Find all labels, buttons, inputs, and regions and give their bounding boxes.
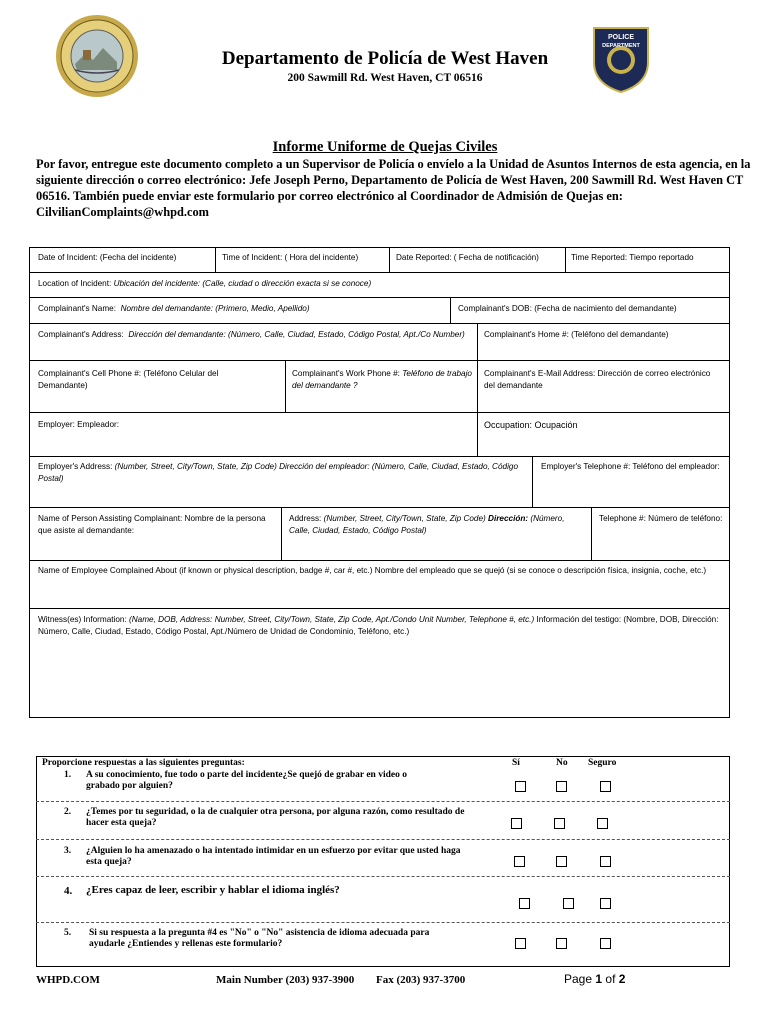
page-current: 1 [595,972,603,986]
page-title: Departamento de Policía de West Haven [221,48,549,69]
location-hint: Ubicación del incidente: (Calle, ciudad o dirección exacta si se conoce) [113,279,372,288]
footer-main-number: Main Number (203) 937-3900 [216,974,355,986]
date-of-incident-field[interactable]: Date of Incident: (Fecha del incidente) [38,253,177,262]
q1-unsure-checkbox[interactable] [600,781,611,792]
complainant-name-field[interactable] [38,303,310,315]
q5-no-checkbox[interactable] [556,938,567,949]
assisting-address-hint-es: Dirección: [488,514,529,523]
q3-yes-checkbox[interactable] [514,856,525,867]
svg-text:DEPARTMENT: DEPARTMENT [602,43,640,49]
assisting-address-hint-es2: (Número, Calle, Ciudad, Estado, Código Postal) [289,514,565,535]
complainant-cell-phone-field[interactable]: Complainant's Cell Phone #: (Teléfono Celular del Demandante) [38,369,219,390]
q1-no-checkbox[interactable] [556,781,567,792]
employer-address-field[interactable] [38,461,524,485]
date-reported-field[interactable]: Date Reported: ( Fecha de notificación) [396,253,539,262]
q5-unsure-checkbox[interactable] [600,938,611,949]
complainant-address-field[interactable] [38,329,474,341]
q4-yes-checkbox[interactable] [519,898,530,909]
employer-address-label: Employer's Address: [38,462,113,471]
page-of: of [605,972,616,986]
assisting-person-name-field[interactable]: Name of Person Assisting Complainant: Nombre de la persona que asiste al demandante: [38,514,266,535]
complainant-work-phone-field[interactable] [292,368,472,392]
report-title: Informe Uniforme de Quejas Civiles [272,139,498,155]
q3-unsure-checkbox[interactable] [600,856,611,867]
witness-information-field[interactable] [38,614,724,638]
divider [36,801,730,802]
question-number: 3. [64,846,72,856]
page-number [564,972,625,986]
occupation-field[interactable]: Occupation: Ocupación [484,420,578,430]
complainant-dob-field[interactable]: Complainant's DOB: (Fecha de nacimiento del demandante) [458,304,677,313]
employer-phone-field[interactable]: Employer's Telephone #: Teléfono del empleador: [541,462,720,471]
q4-unsure-checkbox[interactable] [600,898,611,909]
footer-website: WHPD.COM [36,974,100,986]
question-text: ¿Eres capaz de leer, escribir y hablar el idioma inglés? [86,884,340,896]
question-number: 5. [64,928,72,938]
witness-hint: (Name, DOB, Address: Number, Street, City/Town, State, Zip Code, Apt./Condo Unit Number, Telephone #, etc.) [129,615,535,624]
divider [36,876,730,877]
department-address: 200 Sawmill Rd. West Haven, CT 06516 [287,72,483,84]
employee-complained-about-field[interactable]: Name of Employee Complained About (if known or physical description, badge #, car #, etc.) Nombre del empleado que se quejó (si se conoce o descripción física, insignia, coche, etc.) [38,566,707,575]
questions-intro: Proporcione respuestas a las siguientes preguntas: [42,758,245,768]
q3-no-checkbox[interactable] [556,856,567,867]
time-reported-field[interactable]: Time Reported: Tiempo reportado [571,253,694,262]
page-total: 2 [618,972,626,986]
q2-unsure-checkbox[interactable] [597,818,608,829]
assisting-person-address-field[interactable] [289,513,585,537]
q4-no-checkbox[interactable] [563,898,574,909]
assisting-address-hint: (Number, Street, City/Town, State, Zip Code) [323,514,486,523]
work-phone-label: Complainant's Work Phone #: [292,369,400,378]
location-label: Location of Incident: [38,279,112,288]
question-number: 1. [64,770,72,780]
assisting-person-phone-field[interactable]: Telephone #: Número de teléfono: [599,514,723,523]
location-of-incident-field[interactable] [38,278,371,290]
divider [36,839,730,840]
question-text: A su conocimiento, fue todo o parte del incidente¿Se quejó de grabar en video o grabado por alguien? [86,770,407,791]
question-number: 2. [64,807,72,817]
work-phone-hint: Teléfono de trabajo del demandante ? [292,369,472,390]
complainant-email-field[interactable]: Complainant's E-Mail Address: Dirección de correo electrónico del demandante [484,369,711,390]
question-text: ¿Alguien lo ha amenazado o ha intentado intimidar en un esfuerzo por evitar que usted haga esta queja? [86,846,461,867]
complainant-name-hint: Nombre del demandante: (Primero, Medio, Apellido) [120,304,310,313]
q1-yes-checkbox[interactable] [515,781,526,792]
divider [36,922,730,923]
q2-yes-checkbox[interactable] [511,818,522,829]
question-text: Si su respuesta a la pregunta #4 es "No" o "No" asistencia de idioma adecuada para ayudarle ¿Entiendes y rellenas este formulario? [89,928,430,949]
complainant-address-hint: Dirección del demandante: (Número, Calle, Ciudad, Estado, Código Postal, Apt./Co Number) [128,330,465,339]
time-of-incident-field[interactable]: Time of Incident: ( Hora del incidente) [222,253,359,262]
svg-text:POLICE: POLICE [607,34,635,41]
intro-paragraph: Por favor, entregue este documento completo a un Supervisor de Policía o envíelo a la Unidad de Asuntos Internos de esta agencia, en la siguiente dirección o correo electrónico: Jefe Joseph Perno, Departamento de Policía de West Haven, 200 Sawmill Rd. West Haven CT 06516. También puede enviar este formulario por correo electrónico al Coordinador de Admisión de Quejas en: CilvilianComplaints@whpd.com [36,157,751,219]
question-text: ¿Temes por tu seguridad, o la de cualquier otra persona, por alguna razón, como resultado de hacer esta queja? [86,807,465,828]
q5-yes-checkbox[interactable] [515,938,526,949]
assisting-address-label: Address: [289,514,322,523]
page-prefix: Page [564,972,593,986]
witness-label: Witness(es) Information: [38,615,127,624]
employer-address-hint: (Number, Street, City/Town, State, Zip Code) Dirección del empleador: (Número, Calle, Ciudad, Estado, Código Postal) [38,462,518,483]
column-unsure: Seguro [588,758,617,768]
complainant-home-phone-field[interactable]: Complainant's Home #: (Teléfono del demandante) [484,330,669,339]
complainant-name-label: Complainant's Name: [38,304,117,313]
complainant-address-label: Complainant's Address: [38,330,124,339]
column-no: No [556,758,568,768]
witness-label-es: Información del testigo: (Nombre, DOB, Dirección: Número, Calle, Ciudad, Estado, Código Postal, Apt./Número de Unidad de Condominio, Teléfono, etc.) [38,615,719,636]
question-number: 4. [64,885,73,897]
q2-no-checkbox[interactable] [554,818,565,829]
employer-field[interactable]: Employer: Empleador: [38,420,119,429]
column-yes: Sí [512,758,520,768]
footer-fax: Fax (203) 937-3700 [376,974,466,986]
